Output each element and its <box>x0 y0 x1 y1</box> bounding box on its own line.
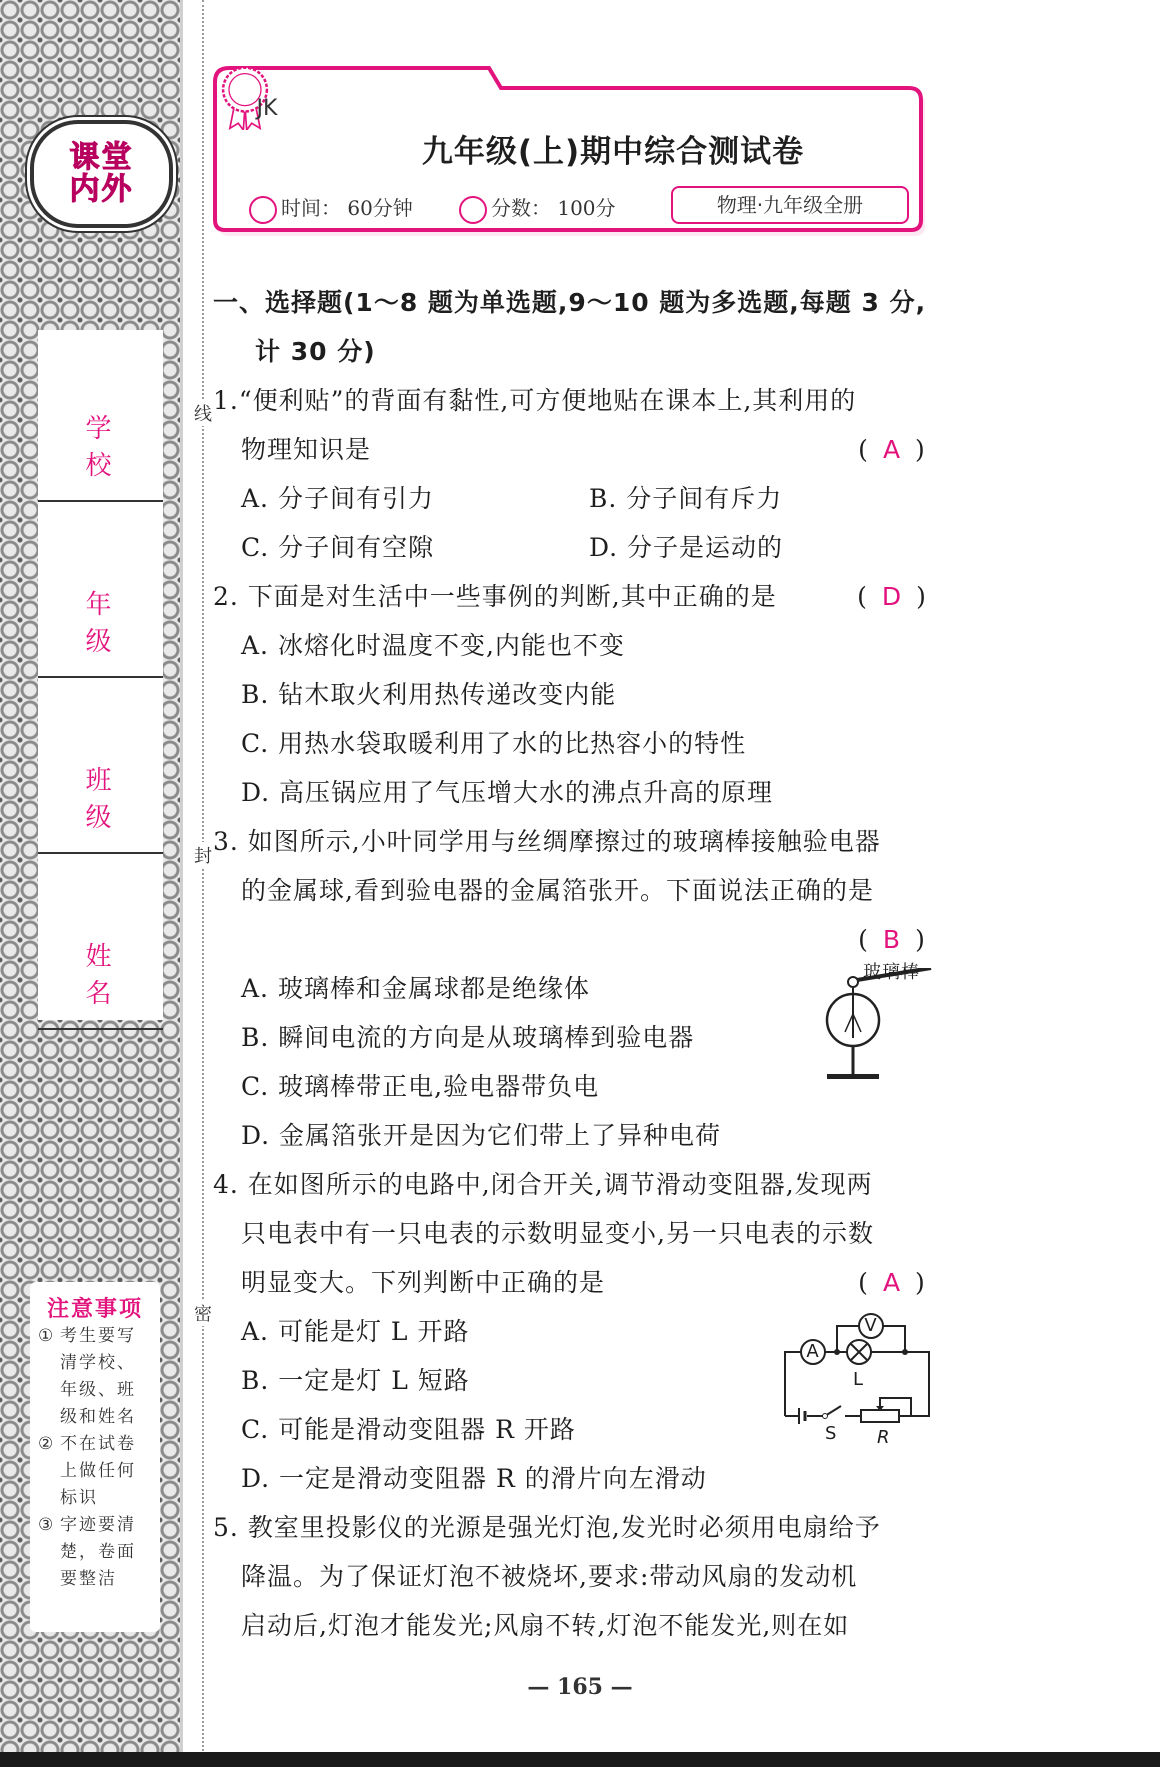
question-2-option-c: C. 用热水袋取暖利用了水的比热容小的特性 <box>241 729 747 758</box>
question-4-stem-cont2: 明显变大。下列判断中正确的是 <box>241 1268 606 1297</box>
score-label: 分数： <box>491 196 551 220</box>
glass-rod-label: 玻璃棒 <box>863 962 920 983</box>
margin-edge <box>180 0 183 1767</box>
time-info <box>249 192 413 224</box>
lamp-label: L <box>853 1369 865 1390</box>
question-3-option-c: C. 玻璃棒带正电,验电器带负电 <box>241 1072 600 1101</box>
question-2-option-a: A. 冰熔化时温度不变,内能也不变 <box>241 631 625 660</box>
answer-letter: B <box>882 925 902 954</box>
exam-title: 九年级(上)期中综合测试卷 <box>421 134 805 170</box>
question-1-option-d: D. 分子是运动的 <box>589 533 784 562</box>
voltmeter-label: V <box>864 1315 878 1336</box>
question-3-option-b: B. 瞬间电流的方向是从玻璃棒到验电器 <box>241 1023 695 1052</box>
publisher-logo <box>30 120 173 228</box>
notes-box <box>30 1282 160 1632</box>
note-item <box>38 1323 154 1431</box>
field-grade-label: 年 级 <box>85 590 138 657</box>
question-4-answer: ( A ) <box>858 1268 926 1297</box>
question-4-stem: 4. 在如图所示的电路中,闭合开关,调节滑动变阻器,发现两 <box>213 1170 873 1199</box>
bottom-bar <box>0 1752 1160 1767</box>
question-4-option-a: A. 可能是灯 L 开路 <box>241 1317 470 1346</box>
note-number: ② <box>38 1434 56 1454</box>
field-name[interactable] <box>38 858 163 1030</box>
question-3-answer: ( B ) <box>858 925 926 954</box>
score-value: 100分 <box>557 196 616 220</box>
subject-tag: 物理·九年级全册 <box>671 186 909 224</box>
notes-title: 注意事项 <box>46 1297 143 1322</box>
question-5-stem-cont: 降温。为了保证灯泡不被烧坏,要求:带动风扇的发动机 <box>241 1562 858 1591</box>
question-2-answer: ( D ) <box>857 582 927 611</box>
question-2-stem: 2. 下面是对生活中一些事例的判断,其中正确的是 <box>213 582 777 611</box>
check-icon <box>459 196 487 224</box>
question-2-option-d: D. 高压锅应用了气压增大水的沸点升高的原理 <box>241 778 774 807</box>
note-text: 不在试卷上做任何标识 <box>60 1434 136 1508</box>
cut-mark-xian: 线 <box>192 400 214 426</box>
logo-text: 课堂内外 <box>69 140 134 207</box>
cut-mark-mi: 密 <box>192 1300 214 1326</box>
question-4-stem-cont: 只电表中有一只电表的示数明显变小,另一只电表的示数 <box>241 1219 874 1248</box>
question-1-option-a: A. 分子间有引力 <box>241 484 434 513</box>
field-name-label: 姓 名 <box>85 942 138 1009</box>
question-4-option-c: C. 可能是滑动变阻器 R 开路 <box>241 1415 576 1444</box>
cut-line <box>202 0 204 1767</box>
question-1-answer: ( A ) <box>858 435 926 464</box>
question-1-stem-cont: 物理知识是 <box>241 435 372 464</box>
page-number: — 165 — <box>527 1674 633 1700</box>
answer-letter: D <box>881 582 903 611</box>
question-3-stem-cont: 的金属球,看到验电器的金属箔张开。下面说法正确的是 <box>241 876 874 905</box>
ammeter-label: A <box>806 1341 820 1362</box>
badge-text: JK <box>256 96 278 121</box>
hourglass-icon <box>249 196 277 224</box>
question-3-option-a: A. 玻璃棒和金属球都是绝缘体 <box>241 974 590 1003</box>
note-text: 字迹要清楚，卷面要整洁 <box>60 1515 136 1589</box>
field-class[interactable] <box>38 682 163 854</box>
cut-mark-feng: 封 <box>192 842 214 868</box>
field-school[interactable] <box>38 330 163 502</box>
question-1-stem: 1.“便利贴”的背面有黏性,可方便地贴在课本上,其利用的 <box>213 386 857 415</box>
exam-header <box>213 66 927 238</box>
field-class-label: 班 级 <box>85 766 138 833</box>
question-1-option-c: C. 分子间有空隙 <box>241 533 435 562</box>
question-3-stem: 3. 如图所示,小叶同学用与丝绸摩擦过的玻璃棒接触验电器 <box>213 827 881 856</box>
note-text: 考生要写清学校、年级、班级和姓名 <box>60 1326 136 1427</box>
time-label: 时间： <box>281 196 341 220</box>
question-5-stem: 5. 教室里投影仪的光源是强光灯泡,发光时必须用电扇给予 <box>213 1513 881 1542</box>
field-school-label: 学 校 <box>85 414 138 481</box>
electroscope-figure <box>813 968 933 1090</box>
score-info <box>459 192 616 224</box>
switch-label: S <box>825 1423 838 1444</box>
question-4-option-b: B. 一定是灯 L 短路 <box>241 1366 470 1395</box>
field-grade[interactable] <box>38 506 163 678</box>
question-4-option-d: D. 一定是滑动变阻器 R 的滑片向左滑动 <box>241 1464 707 1493</box>
question-3-option-d: D. 金属箔张开是因为它们带上了异种电荷 <box>241 1121 722 1150</box>
note-number: ① <box>38 1326 56 1346</box>
question-1-option-b: B. 分子间有斥力 <box>589 484 783 513</box>
note-number: ③ <box>38 1515 56 1535</box>
question-5-stem-cont2: 启动后,灯泡才能发光;风扇不转,灯泡不能发光,则在如 <box>241 1611 850 1640</box>
answer-letter: A <box>882 1268 902 1297</box>
student-info-box <box>38 330 163 1020</box>
note-item <box>38 1512 154 1593</box>
question-2-option-b: B. 钻木取火利用热传递改变内能 <box>241 680 617 709</box>
rheostat-label: R <box>877 1427 891 1448</box>
section-title: 一、选择题(1～8 题为单选题,9～10 题为多选题,每题 3 分, <box>213 288 927 317</box>
time-value: 60分钟 <box>347 196 413 220</box>
section-title-cont: 计 30 分) <box>255 337 376 366</box>
answer-letter: A <box>882 435 902 464</box>
note-item <box>38 1431 154 1512</box>
